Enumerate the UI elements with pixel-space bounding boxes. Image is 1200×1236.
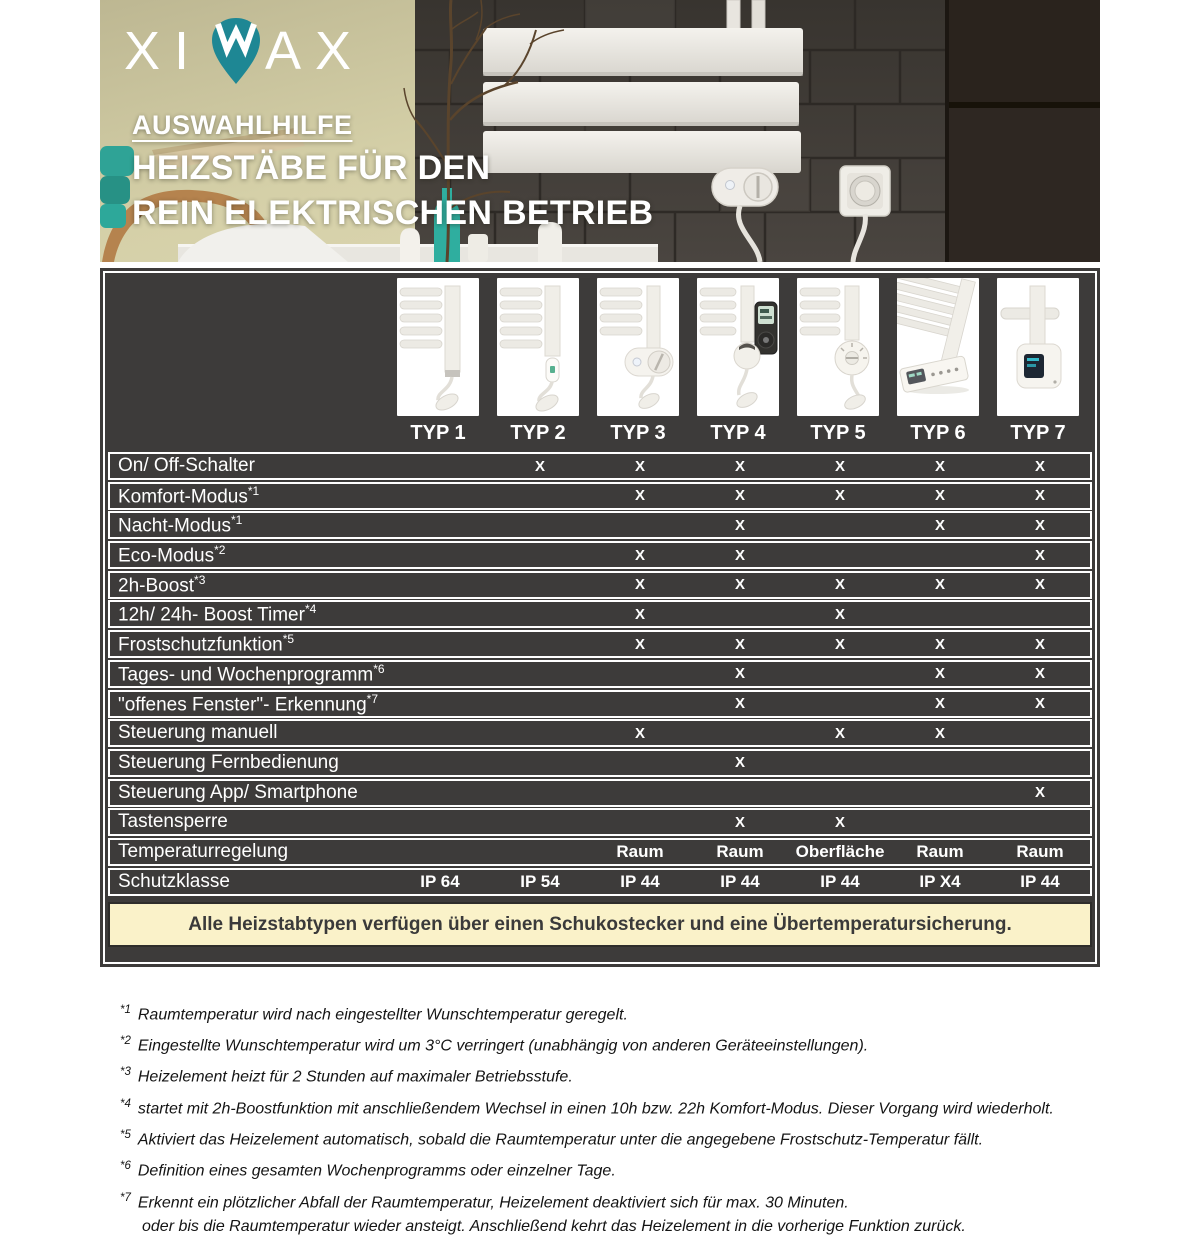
- cell-typ-4: X: [734, 813, 745, 831]
- table-row: [108, 660, 1092, 688]
- row-label: Tages- und Wochenprogramm$^{*6}$: [118, 661, 385, 686]
- cell-typ-6: X: [934, 576, 945, 594]
- row-label: Steuerung App/ Smartphone: [118, 781, 358, 803]
- row-label: 12h/ 24h- Boost Timer$^{*4}$: [118, 602, 317, 626]
- table-row: [108, 749, 1092, 777]
- cell-typ-5: X: [834, 576, 845, 594]
- ximax-logo: [124, 16, 365, 86]
- cell-typ-5: X: [834, 606, 845, 624]
- footnote: $^{*3}$ Heizelement heizt für 2 Stunden auf maximaler Betriebsstufe.: [120, 1066, 573, 1086]
- type-column-5: [788, 278, 888, 448]
- cell-typ-3: X: [634, 635, 645, 653]
- type-column-3: [588, 278, 688, 448]
- cell-typ-4: X: [734, 754, 745, 772]
- cell-typ-7: X: [1034, 457, 1045, 475]
- cell-typ-2: IP 54: [520, 871, 560, 891]
- cell-typ-7: X: [1034, 695, 1045, 713]
- cell-typ-6: X: [934, 695, 945, 713]
- cell-typ-6: X: [934, 635, 945, 653]
- cell-typ-4: X: [734, 487, 745, 505]
- footnote: $^{*4}$ startet mit 2h-Boostfunktion mit anschließendem Wechsel in einen 10h bzw. 22h Komfort-Modus. Dieser Vorgang wird wiederholt.: [120, 1097, 1054, 1117]
- cell-typ-6: X: [934, 724, 945, 742]
- type-column-6: [888, 278, 988, 448]
- row-label: Frostschutzfunktion$^{*5}$: [118, 632, 295, 656]
- cell-typ-6: X: [934, 517, 945, 535]
- table-row: [108, 511, 1092, 539]
- cell-typ-3: X: [634, 546, 645, 564]
- cell-typ-3: X: [634, 606, 645, 624]
- cell-typ-3: X: [634, 576, 645, 594]
- row-label: 2h-Boost$^{*3}$: [118, 572, 206, 597]
- cell-typ-5: X: [834, 813, 845, 831]
- cell-typ-4: IP 44: [720, 871, 760, 891]
- cell-typ-6: IP X4: [919, 871, 961, 891]
- cell-typ-3: IP 44: [620, 871, 660, 891]
- table-row: [108, 541, 1092, 569]
- cell-typ-3: X: [634, 457, 645, 475]
- table-row: [108, 838, 1092, 866]
- type-label: TYP 2: [510, 422, 566, 444]
- cell-typ-3: X: [634, 724, 645, 742]
- typ-6-product-image: [897, 278, 979, 416]
- table-row: [108, 600, 1092, 628]
- cell-typ-4: X: [734, 546, 745, 564]
- type-header: [108, 278, 1092, 448]
- cell-typ-4: X: [734, 576, 745, 594]
- row-label: Steuerung manuell: [118, 722, 278, 744]
- cell-typ-6: X: [934, 487, 945, 505]
- row-label: Schutzklasse: [118, 870, 230, 892]
- cell-typ-6: Raum: [916, 841, 964, 861]
- cell-typ-5: X: [834, 635, 845, 653]
- cell-typ-7: X: [1034, 784, 1045, 802]
- logo-text-right: AX: [265, 21, 366, 81]
- cell-typ-4: X: [734, 635, 745, 653]
- logo-text-left: XI: [124, 21, 204, 81]
- footnote: $^{*5}$ Aktiviert das Heizelement automatisch, sobald die Raumtemperatur unter die angegebene Frostschutz-Temperatur fällt.: [120, 1128, 984, 1149]
- cell-typ-7: X: [1034, 546, 1045, 564]
- type-label: TYP 6: [910, 422, 966, 444]
- table-row: [108, 808, 1092, 836]
- row-label: "offenes Fenster"- Erkennung$^{*7}$: [118, 691, 379, 715]
- row-label: Nacht-Modus$^{*1}$: [118, 513, 243, 537]
- cell-typ-7: Raum: [1016, 841, 1064, 861]
- typ-2-product-image: [497, 278, 579, 416]
- type-header-spacer: [108, 278, 388, 448]
- table-row: [108, 690, 1092, 718]
- page: [100, 0, 1100, 1236]
- hero-title-line1: HEIZSTÄBE FÜR DEN: [132, 149, 491, 187]
- typ-5-product-image: [797, 278, 879, 416]
- footnote-continuation: oder bis die Raumtemperatur wieder ansteigt. Anschließend kehrt das Heizelement in die vorherige Funktion zurück.: [142, 1217, 966, 1235]
- cell-typ-4: Raum: [716, 841, 764, 861]
- table-row: [108, 630, 1092, 658]
- cell-typ-7: X: [1034, 665, 1045, 683]
- cell-typ-5: X: [834, 457, 845, 475]
- cell-typ-5: X: [834, 724, 845, 742]
- cell-typ-3: X: [634, 487, 645, 505]
- cell-typ-5: X: [834, 487, 845, 505]
- cell-typ-2: X: [534, 457, 545, 475]
- row-label: Tastensperre: [118, 811, 228, 833]
- type-column-4: [688, 278, 788, 448]
- cell-typ-5: IP 44: [820, 871, 860, 891]
- row-label: Komfort-Modus$^{*1}$: [118, 483, 260, 508]
- hero-kicker: AUSWAHLHILFE: [132, 110, 353, 140]
- typ-4-product-image: [697, 278, 779, 416]
- footnote: $^{*2}$ Eingestellte Wunschtemperatur wird um 3°C verringert (unabhängig von anderen Geräteeinstellungen).: [120, 1034, 869, 1055]
- footnote: $^{*7}$ Erkennt ein plötzlicher Abfall der Raumtemperatur, Heizelement deaktiviert sich für max. 30 Minuten.: [120, 1191, 849, 1211]
- footnotes: [120, 1001, 1100, 1236]
- notice-text: Alle Heizstabtypen verfügen über einen Schukostecker und eine Übertemperatursicherung.: [188, 913, 1012, 935]
- type-column-2: [488, 278, 588, 448]
- cell-typ-4: X: [734, 517, 745, 535]
- type-label: TYP 5: [810, 422, 866, 444]
- notice-bar: [108, 902, 1092, 947]
- cell-typ-7: X: [1034, 576, 1045, 594]
- row-label: On/ Off-Schalter: [118, 455, 255, 476]
- table-row: [108, 719, 1092, 747]
- feature-table-body: [108, 452, 1092, 896]
- table-row: [108, 571, 1092, 599]
- typ-3-product-image: [597, 278, 679, 416]
- type-label: TYP 1: [410, 422, 466, 444]
- cell-typ-6: X: [934, 665, 945, 683]
- row-label: Eco-Modus$^{*2}$: [118, 543, 226, 567]
- footnote: $^{*6}$ Definition eines gesamten Wochenprogramms oder einzelner Tage.: [120, 1160, 616, 1180]
- comparison-panel: [100, 268, 1100, 967]
- cell-typ-4: X: [734, 665, 745, 683]
- cell-typ-7: X: [1034, 517, 1045, 535]
- cell-typ-7: IP 44: [1020, 871, 1060, 891]
- cell-typ-5: Oberfläche: [795, 841, 885, 861]
- table-row: [108, 779, 1092, 807]
- logo-drop-icon: [209, 16, 263, 86]
- typ-1-product-image: [397, 278, 479, 416]
- cell-typ-7: X: [1034, 487, 1045, 505]
- table-row: [108, 452, 1092, 480]
- cell-typ-1: IP 64: [420, 871, 460, 891]
- row-label: Temperaturregelung: [118, 840, 289, 862]
- cell-typ-7: X: [1034, 635, 1045, 653]
- table-row: [108, 868, 1092, 896]
- table-row: [108, 482, 1092, 510]
- row-label: Steuerung Fernbedienung: [118, 751, 339, 773]
- type-column-1: [388, 278, 488, 448]
- hero-title-line2: REIN ELEKTRISCHEN BETRIEB: [132, 194, 654, 232]
- type-label: TYP 3: [610, 422, 666, 444]
- type-label: TYP 4: [710, 422, 766, 444]
- hero-banner: [100, 0, 1100, 262]
- cell-typ-4: X: [734, 695, 745, 713]
- cell-typ-3: Raum: [616, 841, 664, 861]
- cell-typ-6: X: [934, 457, 945, 475]
- cell-typ-4: X: [734, 457, 745, 475]
- footnote: $^{*1}$ Raumtemperatur wird nach eingestellter Wunschtemperatur geregelt.: [120, 1003, 628, 1023]
- type-column-7: [988, 278, 1088, 448]
- typ-7-product-image: [997, 278, 1079, 416]
- type-label: TYP 7: [1010, 422, 1066, 444]
- hero-title: [132, 146, 653, 236]
